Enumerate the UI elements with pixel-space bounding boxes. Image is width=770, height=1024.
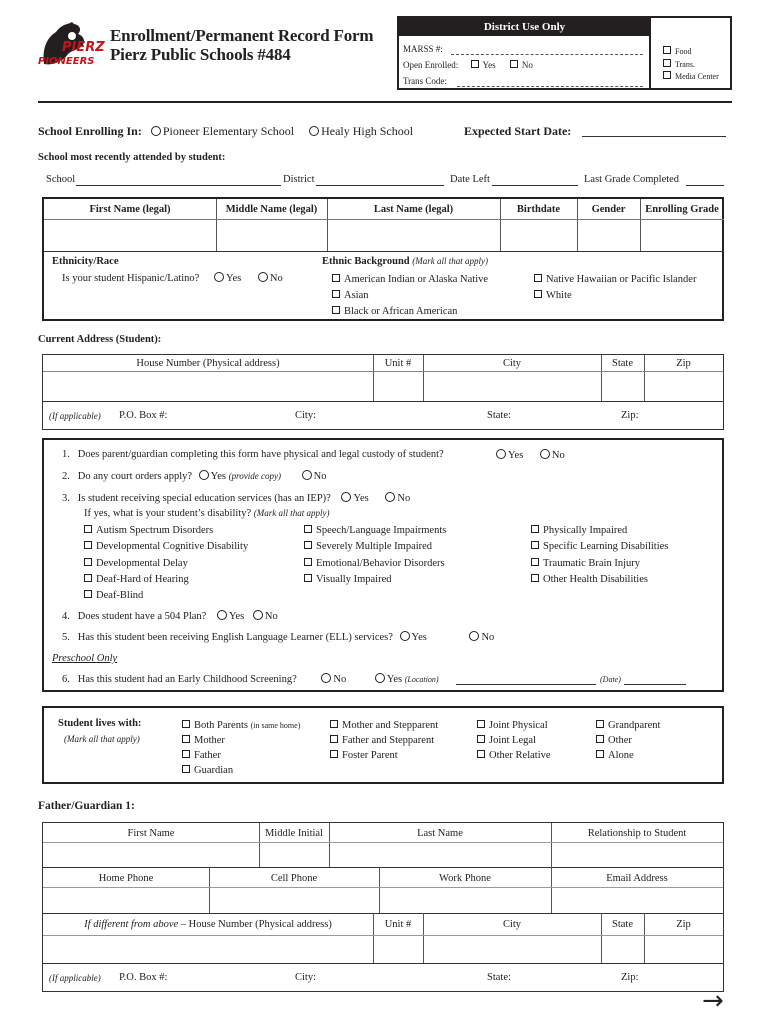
po-state-label[interactable]: State: [487,410,511,421]
date-left-label: Date Left [450,174,490,185]
ethnicity-label: Ethnicity/Race [52,256,119,267]
open-enrolled-yes-checkbox[interactable] [471,60,479,68]
current-address-heading: Current Address (Student): [38,334,162,345]
dcd-checkbox[interactable]: Developmental Cognitive Disability [84,539,248,555]
district-use-box [397,16,732,90]
g-house-number-header: If different from above – House Number (Physical address) [84,919,332,930]
q4-no-radio[interactable] [253,610,263,620]
q1-yes-radio[interactable] [496,449,506,459]
question-3: 3. Is student receiving special education services (has an IEP)? Yes No [62,493,411,504]
recent-school-label-text: School [46,174,76,185]
joint-legal-checkbox[interactable]: Joint Legal [477,733,551,748]
po-box-label[interactable]: P.O. Box #: [119,410,168,421]
last-name-header: Last Name (legal) [373,204,454,215]
open-enrolled-row: Open Enrolled: Yes No [403,60,533,70]
student-info-table [42,197,724,321]
recent-school-input[interactable] [76,185,281,186]
q3-no-radio[interactable] [385,492,395,502]
district-input[interactable] [316,185,444,186]
middle-name-input[interactable] [217,220,327,251]
questions-box [42,438,724,692]
disability-col3 [531,523,668,588]
ethnic-background-heading: Ethnic Background (Mark all that apply) [322,256,488,267]
gender-header: Gender [591,204,626,215]
marss-field[interactable]: MARSS #: [403,44,443,54]
american-indian-checkbox[interactable]: American Indian or Alaska Native [332,272,488,288]
sld-checkbox[interactable]: Specific Learning Disabilities [531,539,668,555]
g-cell-phone-header: Cell Phone [270,873,318,884]
healy-high-radio[interactable] [309,126,319,136]
q6-no-radio[interactable] [321,673,331,683]
hispanic-yes-radio[interactable] [214,272,224,282]
father-stepparent-checkbox[interactable]: Father and Stepparent [330,733,438,748]
g-email-header: Email Address [606,873,668,884]
g-zip-header: Zip [676,919,691,930]
state-header: State [612,358,633,369]
g-if-applicable-label: (If applicable) [49,973,101,983]
g-house-number-input[interactable] [43,936,373,963]
smi-checkbox[interactable]: Severely Multiple Impaired [304,539,446,555]
q2-yes-radio[interactable] [199,470,209,480]
house-number-input[interactable] [43,372,373,401]
g-po-box-label[interactable]: P.O. Box #: [119,972,168,983]
district-title: Pierz Public Schools #484 [110,45,291,64]
if-applicable-label: (If applicable) [49,411,101,421]
last-name-input[interactable] [328,220,500,251]
guardian-table [42,822,724,992]
joint-physical-checkbox[interactable]: Joint Physical [477,718,551,733]
deaf-blind-checkbox[interactable]: Deaf-Blind [84,588,248,604]
alone-checkbox[interactable]: Alone [596,748,660,763]
city-input[interactable] [424,372,601,401]
asian-checkbox[interactable]: Asian [332,288,488,304]
g-unit-header: Unit # [384,919,412,930]
dhh-checkbox[interactable]: Deaf-Hard of Hearing [84,572,248,588]
logo-text-pioneers: PIONEERS [38,56,95,67]
other-checkbox[interactable]: Other [596,733,660,748]
birthdate-input[interactable] [501,220,577,251]
district-use-heading: District Use Only [399,18,650,36]
media-center-option[interactable]: Media Center [663,71,719,84]
g-last-name-header: Last Name [417,828,463,839]
q6-yes-radio[interactable] [375,673,385,683]
lives-with-col1 [182,718,300,778]
expected-start-date-input[interactable] [582,136,726,137]
preschool-only-label: Preschool Only [52,653,118,664]
trans-option[interactable]: Trans. [663,59,719,72]
district-options [663,46,719,84]
g-unit-input[interactable] [374,936,423,963]
po-city-label[interactable]: City: [295,410,317,421]
logo-text-pierz: PIERZ [62,40,105,55]
form-title: Enrollment/Permanent Record Form [110,26,374,45]
house-number-header: House Number (Physical address) [136,358,280,369]
g-first-name-input[interactable] [43,843,259,867]
unit-header: Unit # [384,358,412,369]
q3-yes-radio[interactable] [341,492,351,502]
q1-options: Yes No [496,449,565,461]
zip-header: Zip [676,358,691,369]
question-1: 1. Does parent/guardian completing this form have physical and legal custody of student? [62,449,444,460]
g-email-input[interactable] [552,888,723,913]
g-relationship-header: Relationship to Student [587,828,687,839]
first-name-input[interactable] [44,220,216,251]
g-state-header: State [612,919,633,930]
q3-followup: If yes, what is your student’s disability? (Mark all that apply) [84,508,330,519]
g-home-phone-header: Home Phone [98,873,154,884]
po-zip-label[interactable]: Zip: [621,410,639,421]
speech-checkbox[interactable]: Speech/Language Impairments [304,523,446,539]
ohd-checkbox[interactable]: Other Health Disabilities [531,572,668,588]
g-zip-input[interactable] [645,936,723,963]
date-left-input[interactable] [492,185,578,186]
mother-checkbox[interactable]: Mother [182,733,300,748]
disability-col1 [84,523,248,604]
physically-impaired-checkbox[interactable]: Physically Impaired [531,523,668,539]
g-po-city-label[interactable]: City: [295,972,317,983]
question-4: 4. Does student have a 504 Plan? Yes No [62,611,278,622]
enrolling-grade-input[interactable] [641,220,724,251]
state-input[interactable] [602,372,644,401]
ethnic-options-col1 [332,272,488,320]
q5-no-radio[interactable] [469,631,479,641]
recent-school-label: School most recently attended by student: [38,152,226,163]
g-home-phone-input[interactable] [43,888,209,913]
q2-no-radio[interactable] [302,470,312,480]
g-last-name-input[interactable] [330,843,551,867]
enrolling-grade-header: Enrolling Grade [645,204,719,215]
lives-with-col4 [596,718,660,763]
guardian-checkbox[interactable]: Guardian [182,763,300,778]
grandparent-checkbox[interactable]: Grandparent [596,718,660,733]
father-checkbox[interactable]: Father [182,748,300,763]
g-state-input[interactable] [602,936,644,963]
next-page-arrow-icon[interactable]: → [702,986,724,1016]
lives-with-col3 [477,718,551,763]
question-6: 6. Has this student had an Early Childhood Screening? No Yes (Location) [62,674,439,685]
ethnic-options-col2 [534,272,696,304]
birthdate-header: Birthdate [516,204,561,215]
student-address-table [42,354,724,430]
school-logo [38,20,104,68]
mother-stepparent-checkbox[interactable]: Mother and Stepparent [330,718,438,733]
zip-input[interactable] [645,372,723,401]
guardian-heading: Father/Guardian 1: [38,800,135,812]
pioneer-elementary-radio[interactable] [151,126,161,136]
dev-delay-checkbox[interactable]: Developmental Delay [84,556,248,572]
g-city-header: City [502,919,522,930]
middle-name-header: Middle Name (legal) [225,204,318,215]
q4-yes-radio[interactable] [217,610,227,620]
g-relationship-input[interactable] [552,843,723,867]
school-enrolling-row: School Enrolling In: Pioneer Elementary School Healy High School [38,124,414,138]
g-cell-phone-input[interactable] [210,888,379,913]
gender-input[interactable] [578,220,640,251]
screening-date-input[interactable] [624,684,686,685]
lives-with-label: Student lives with: [58,718,142,729]
last-grade-label: Last Grade Completed [584,174,680,185]
question-2: 2. Do any court orders apply? Yes (provide copy) No [62,471,327,482]
disability-col2 [304,523,446,588]
black-checkbox[interactable]: Black or African American [332,304,488,320]
g-city-input[interactable] [424,936,601,963]
visually-impaired-checkbox[interactable]: Visually Impaired [304,572,446,588]
g-middle-initial-header: Middle Initial [264,828,324,839]
screening-location-input[interactable] [456,684,596,685]
question-5: 5. Has this student been receiving English Language Learner (ELL) services? Yes No [62,632,495,643]
hispanic-row: Is your student Hispanic/Latino? Yes No [62,273,283,284]
white-checkbox[interactable]: White [534,288,696,304]
date-note: (Date) [600,675,621,684]
ebd-checkbox[interactable]: Emotional/Behavior Disorders [304,556,446,572]
q1-no-radio[interactable] [540,449,550,459]
g-first-name-header: First Name [127,828,175,839]
g-po-state-label[interactable]: State: [487,972,511,983]
lives-with-note: (Mark all that apply) [64,734,140,744]
q5-yes-radio[interactable] [400,631,410,641]
district-label: District [283,174,315,185]
unit-input[interactable] [374,372,423,401]
lives-with-box [42,706,724,784]
school-enrolling-label: School Enrolling In: [38,124,142,138]
open-enrolled-no-checkbox[interactable] [510,60,518,68]
tbi-checkbox[interactable]: Traumatic Brain Injury [531,556,668,572]
city-header: City [502,358,522,369]
lives-with-col2 [330,718,438,763]
both-parents-checkbox[interactable]: Both Parents (in same home) [182,718,300,733]
g-middle-initial-input[interactable] [260,843,329,867]
hispanic-no-radio[interactable] [258,272,268,282]
first-name-header: First Name (legal) [89,204,171,215]
trans-code-field[interactable]: Trans Code: [403,76,447,86]
g-po-zip-label[interactable]: Zip: [621,972,639,983]
native-hawaiian-checkbox[interactable]: Native Hawaiian or Pacific Islander [534,272,696,288]
food-option[interactable]: Food [663,46,719,59]
foster-parent-checkbox[interactable]: Foster Parent [330,748,438,763]
autism-checkbox[interactable]: Autism Spectrum Disorders [84,523,248,539]
expected-start-date-label: Expected Start Date: [464,124,572,138]
g-work-phone-header: Work Phone [439,873,491,884]
other-relative-checkbox[interactable]: Other Relative [477,748,551,763]
g-work-phone-input[interactable] [380,888,551,913]
last-grade-input[interactable] [686,185,724,186]
